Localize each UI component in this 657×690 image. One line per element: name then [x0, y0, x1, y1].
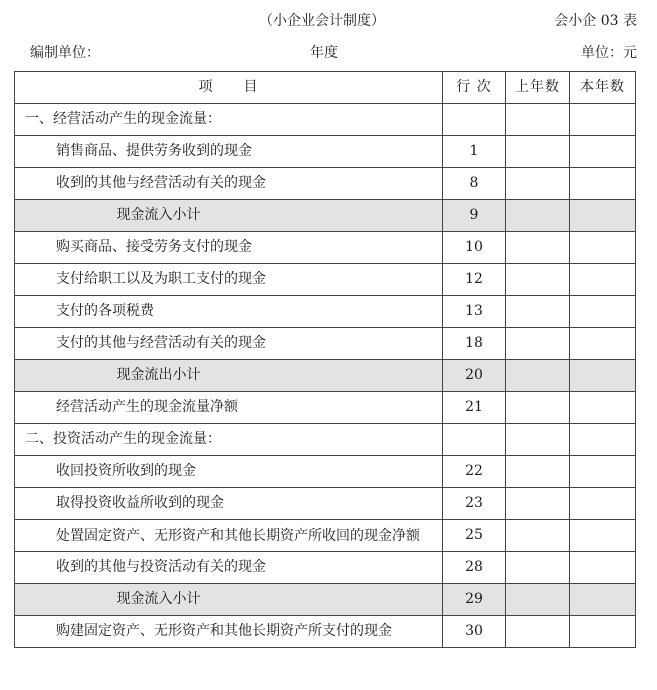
row-item: 购买商品、接受劳务支付的现金 — [15, 232, 443, 264]
section-heading-row — [15, 424, 636, 456]
this-year-cell[interactable] — [570, 392, 636, 424]
this-year-cell[interactable] — [570, 520, 636, 552]
row-line — [443, 424, 506, 456]
row-item: 现金流入小计 — [15, 200, 443, 232]
row-line — [443, 104, 506, 136]
table-row — [15, 296, 636, 328]
column-header-prev-year: 上年数 — [506, 72, 570, 104]
prev-year-cell[interactable] — [506, 360, 570, 392]
table-row — [15, 552, 636, 584]
prev-year-cell[interactable] — [506, 456, 570, 488]
row-line: 8 — [443, 168, 506, 200]
row-line: 12 — [443, 264, 506, 296]
prev-year-cell[interactable] — [506, 552, 570, 584]
prev-year-cell[interactable] — [506, 296, 570, 328]
row-item: 经营活动产生的现金流量净额 — [15, 392, 443, 424]
report-system-title: （小企业会计制度） — [259, 13, 385, 29]
prev-year-cell[interactable] — [506, 232, 570, 264]
row-line: 13 — [443, 296, 506, 328]
table-row — [15, 168, 636, 200]
row-item: 支付的其他与经营活动有关的现金 — [15, 328, 443, 360]
column-header-line: 行 次 — [443, 72, 506, 104]
this-year-cell[interactable] — [570, 456, 636, 488]
subtotal-row — [15, 360, 636, 392]
row-line: 28 — [443, 552, 506, 584]
this-year-cell[interactable] — [570, 200, 636, 232]
this-year-cell[interactable] — [570, 360, 636, 392]
row-line: 21 — [443, 392, 506, 424]
row-item: 收到的其他与经营活动有关的现金 — [15, 168, 443, 200]
subtotal-row — [15, 584, 636, 616]
prev-year-cell[interactable] — [506, 200, 570, 232]
prev-year-cell[interactable] — [506, 584, 570, 616]
this-year-cell[interactable] — [570, 264, 636, 296]
this-year-cell[interactable] — [570, 328, 636, 360]
prev-year-cell[interactable] — [506, 104, 570, 136]
row-line: 30 — [443, 616, 506, 648]
row-item: 二、投资活动产生的现金流量： — [15, 424, 443, 456]
this-year-cell[interactable] — [570, 488, 636, 520]
subtotal-row — [15, 200, 636, 232]
column-header-item: 项 目 — [15, 72, 443, 104]
row-item: 支付的各项税费 — [15, 296, 443, 328]
prev-year-cell[interactable] — [506, 328, 570, 360]
table-row — [15, 616, 636, 648]
table-row — [15, 392, 636, 424]
column-header-this-year: 本年数 — [570, 72, 636, 104]
row-line: 20 — [443, 360, 506, 392]
row-line: 25 — [443, 520, 506, 552]
row-line: 10 — [443, 232, 506, 264]
row-item: 购建固定资产、无形资产和其他长期资产所支付的现金 — [15, 616, 443, 648]
form-code: 会小企 03 表 — [554, 13, 637, 29]
preparer-unit-label: 编制单位： — [30, 45, 100, 61]
row-item: 取得投资收益所收到的现金 — [15, 488, 443, 520]
prev-year-cell[interactable] — [506, 264, 570, 296]
this-year-cell[interactable] — [570, 168, 636, 200]
table-row — [15, 520, 636, 552]
this-year-cell[interactable] — [570, 616, 636, 648]
row-line: 18 — [443, 328, 506, 360]
prev-year-cell[interactable] — [506, 136, 570, 168]
row-line: 9 — [443, 200, 506, 232]
table-row — [15, 488, 636, 520]
row-item: 收到的其他与投资活动有关的现金 — [15, 552, 443, 584]
row-item: 一、经营活动产生的现金流量： — [15, 104, 443, 136]
this-year-cell[interactable] — [570, 552, 636, 584]
year-label: 年度 — [310, 45, 338, 61]
row-item: 处置固定资产、无形资产和其他长期资产所收回的现金净额 — [15, 520, 443, 552]
table-row — [15, 456, 636, 488]
this-year-cell[interactable] — [570, 584, 636, 616]
prev-year-cell[interactable] — [506, 488, 570, 520]
row-item: 现金流入小计 — [15, 584, 443, 616]
currency-unit-label: 单位：元 — [581, 45, 637, 61]
prev-year-cell[interactable] — [506, 616, 570, 648]
prev-year-cell[interactable] — [506, 168, 570, 200]
table-row — [15, 232, 636, 264]
prev-year-cell[interactable] — [506, 520, 570, 552]
table-row — [15, 264, 636, 296]
cash-flow-table — [14, 71, 636, 648]
row-item: 现金流出小计 — [15, 360, 443, 392]
this-year-cell[interactable] — [570, 104, 636, 136]
table-row — [15, 328, 636, 360]
row-line: 29 — [443, 584, 506, 616]
row-item: 收回投资所收到的现金 — [15, 456, 443, 488]
this-year-cell[interactable] — [570, 136, 636, 168]
this-year-cell[interactable] — [570, 232, 636, 264]
table-row — [15, 136, 636, 168]
row-line: 22 — [443, 456, 506, 488]
row-line: 1 — [443, 136, 506, 168]
prev-year-cell[interactable] — [506, 424, 570, 456]
row-item: 销售商品、提供劳务收到的现金 — [15, 136, 443, 168]
row-line: 23 — [443, 488, 506, 520]
row-item: 支付给职工以及为职工支付的现金 — [15, 264, 443, 296]
this-year-cell[interactable] — [570, 424, 636, 456]
table-header-row — [15, 72, 636, 104]
prev-year-cell[interactable] — [506, 392, 570, 424]
section-heading-row — [15, 104, 636, 136]
this-year-cell[interactable] — [570, 296, 636, 328]
